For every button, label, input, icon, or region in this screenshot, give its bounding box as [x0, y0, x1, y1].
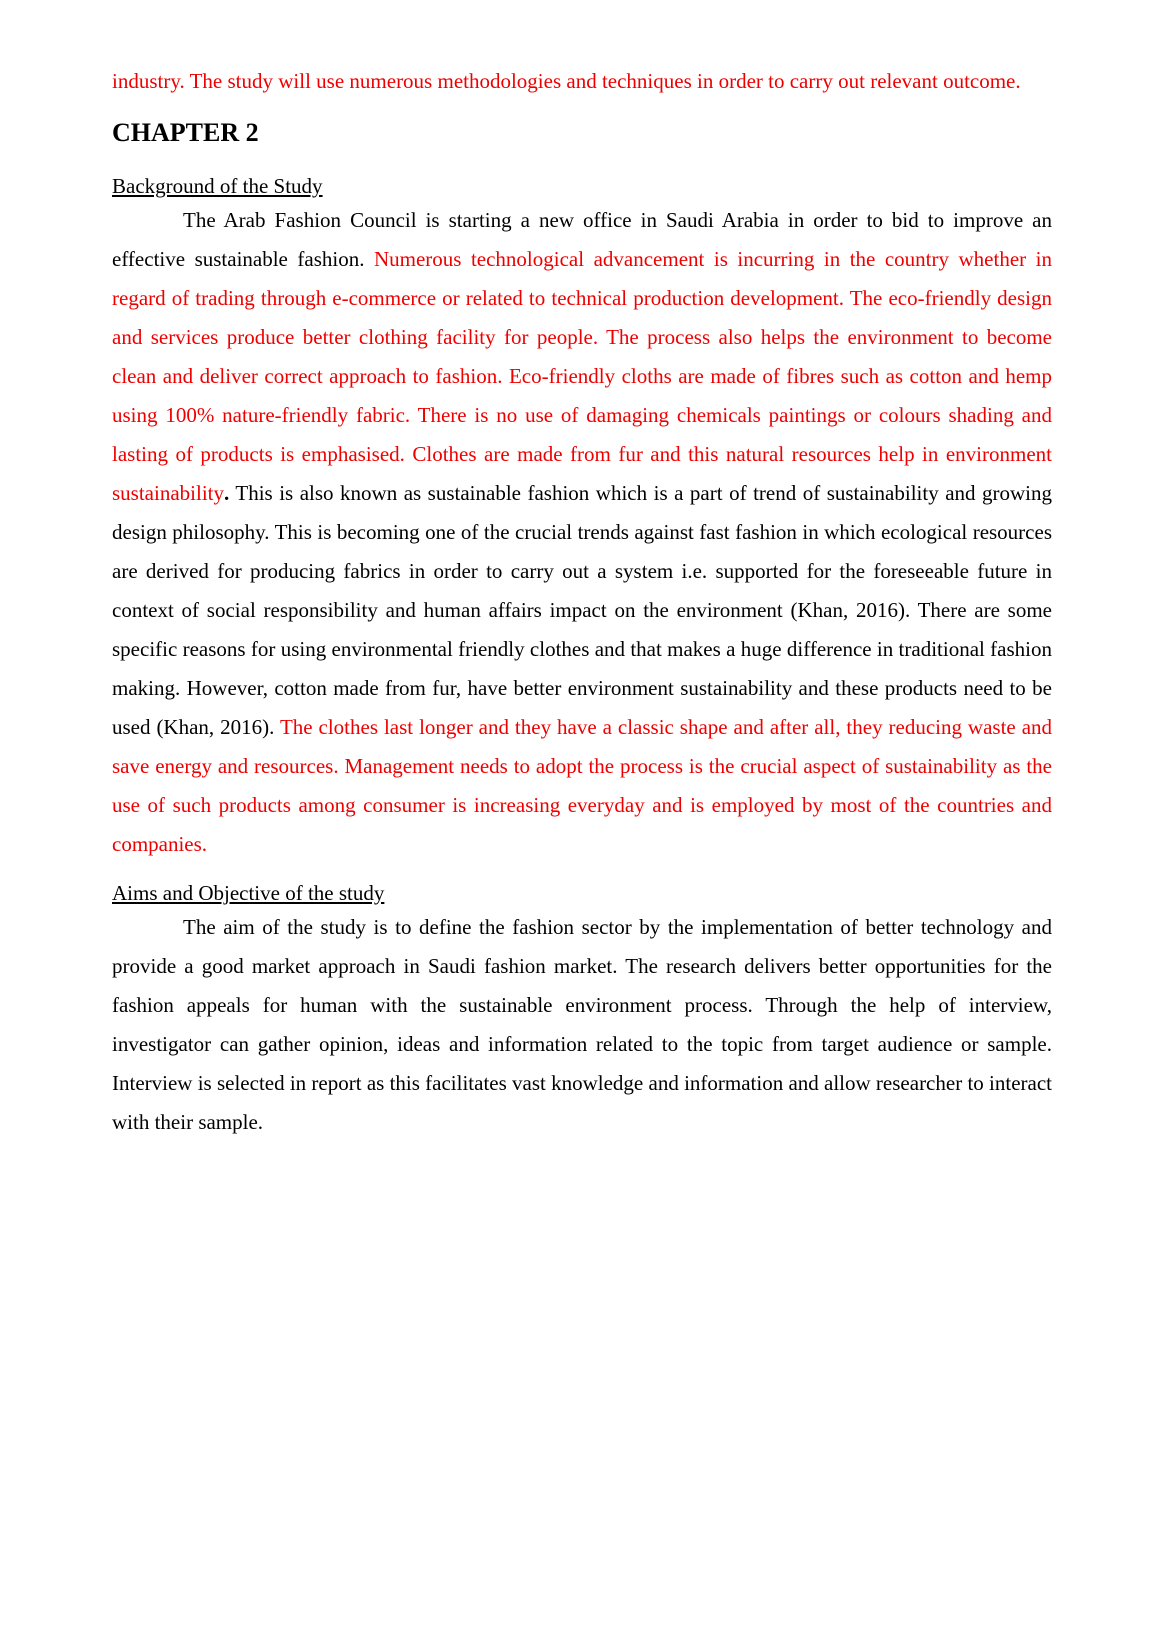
background-text-black-2: This is also known as sustainable fashion which is a part of trend of sustainability and growing design philosophy. This is becoming one of the crucial trends against fast fashion in which ecological resources are derived for producing fabrics in order to carry out a system i.e. supported for the foreseeable future in context of social responsibility and human affairs impact on the environment (Khan, 2016). There are some specific reasons for using environmental friendly clothes and that makes a huge difference in traditional fashion making. However, cotton made from fur, have better environment sustainability and these products need to be used (Khan, 2016).: [112, 481, 1052, 739]
background-heading: Background of the Study: [112, 174, 323, 198]
background-text-red: Numerous technological advancement is incurring in the country whether in regard of trading through e-commerce or related to technical production development. The eco-friendly design and services produce better clothing facility for people. The process also helps the environment to become clean and deliver correct approach to fashion. Eco-friendly cloths are made of fibres such as cotton and hemp using 100% nature-friendly fabric. There is no use of damaging chemicals paintings or colours shading and lasting of products is emphasised. Clothes are made from fur and this natural resources help in environment sustainability: [112, 247, 1052, 505]
document-page: [112, 62, 1052, 1142]
chapter-title: CHAPTER 2: [112, 118, 259, 147]
aims-paragraph: The aim of the study is to define the fashion sector by the implementation of better technology and provide a good market approach in Saudi fashion market. The research delivers better opportunities for the fashion appeals for human with the sustainable environment process. Through the help of interview, investigator can gather opinion, ideas and information related to the topic from target audience or sample. Interview is selected in report as this facilitates vast knowledge and information and allow researcher to interact with their sample.: [112, 915, 1052, 1134]
background-text-red-2: The clothes last longer and they have a classic shape and after all, they reducing waste and save energy and resources. Management needs to adopt the process is the crucial aspect of sustainability as the use of such products among consumer is increasing everyday and is employed by most of the countries and companies.: [112, 715, 1053, 856]
intro-paragraph: industry. The study will use numerous methodologies and techniques in order to carry out relevant outcome.: [112, 69, 1021, 93]
background-text-dot: .: [224, 481, 230, 505]
background-text-black: The Arab Fashion Council is starting a new office in Saudi Arabia in order to bid to improve an effective sustainable fashion.: [112, 208, 1052, 271]
aims-heading: Aims and Objective of the study: [112, 881, 385, 905]
background-paragraph: [112, 201, 1052, 864]
